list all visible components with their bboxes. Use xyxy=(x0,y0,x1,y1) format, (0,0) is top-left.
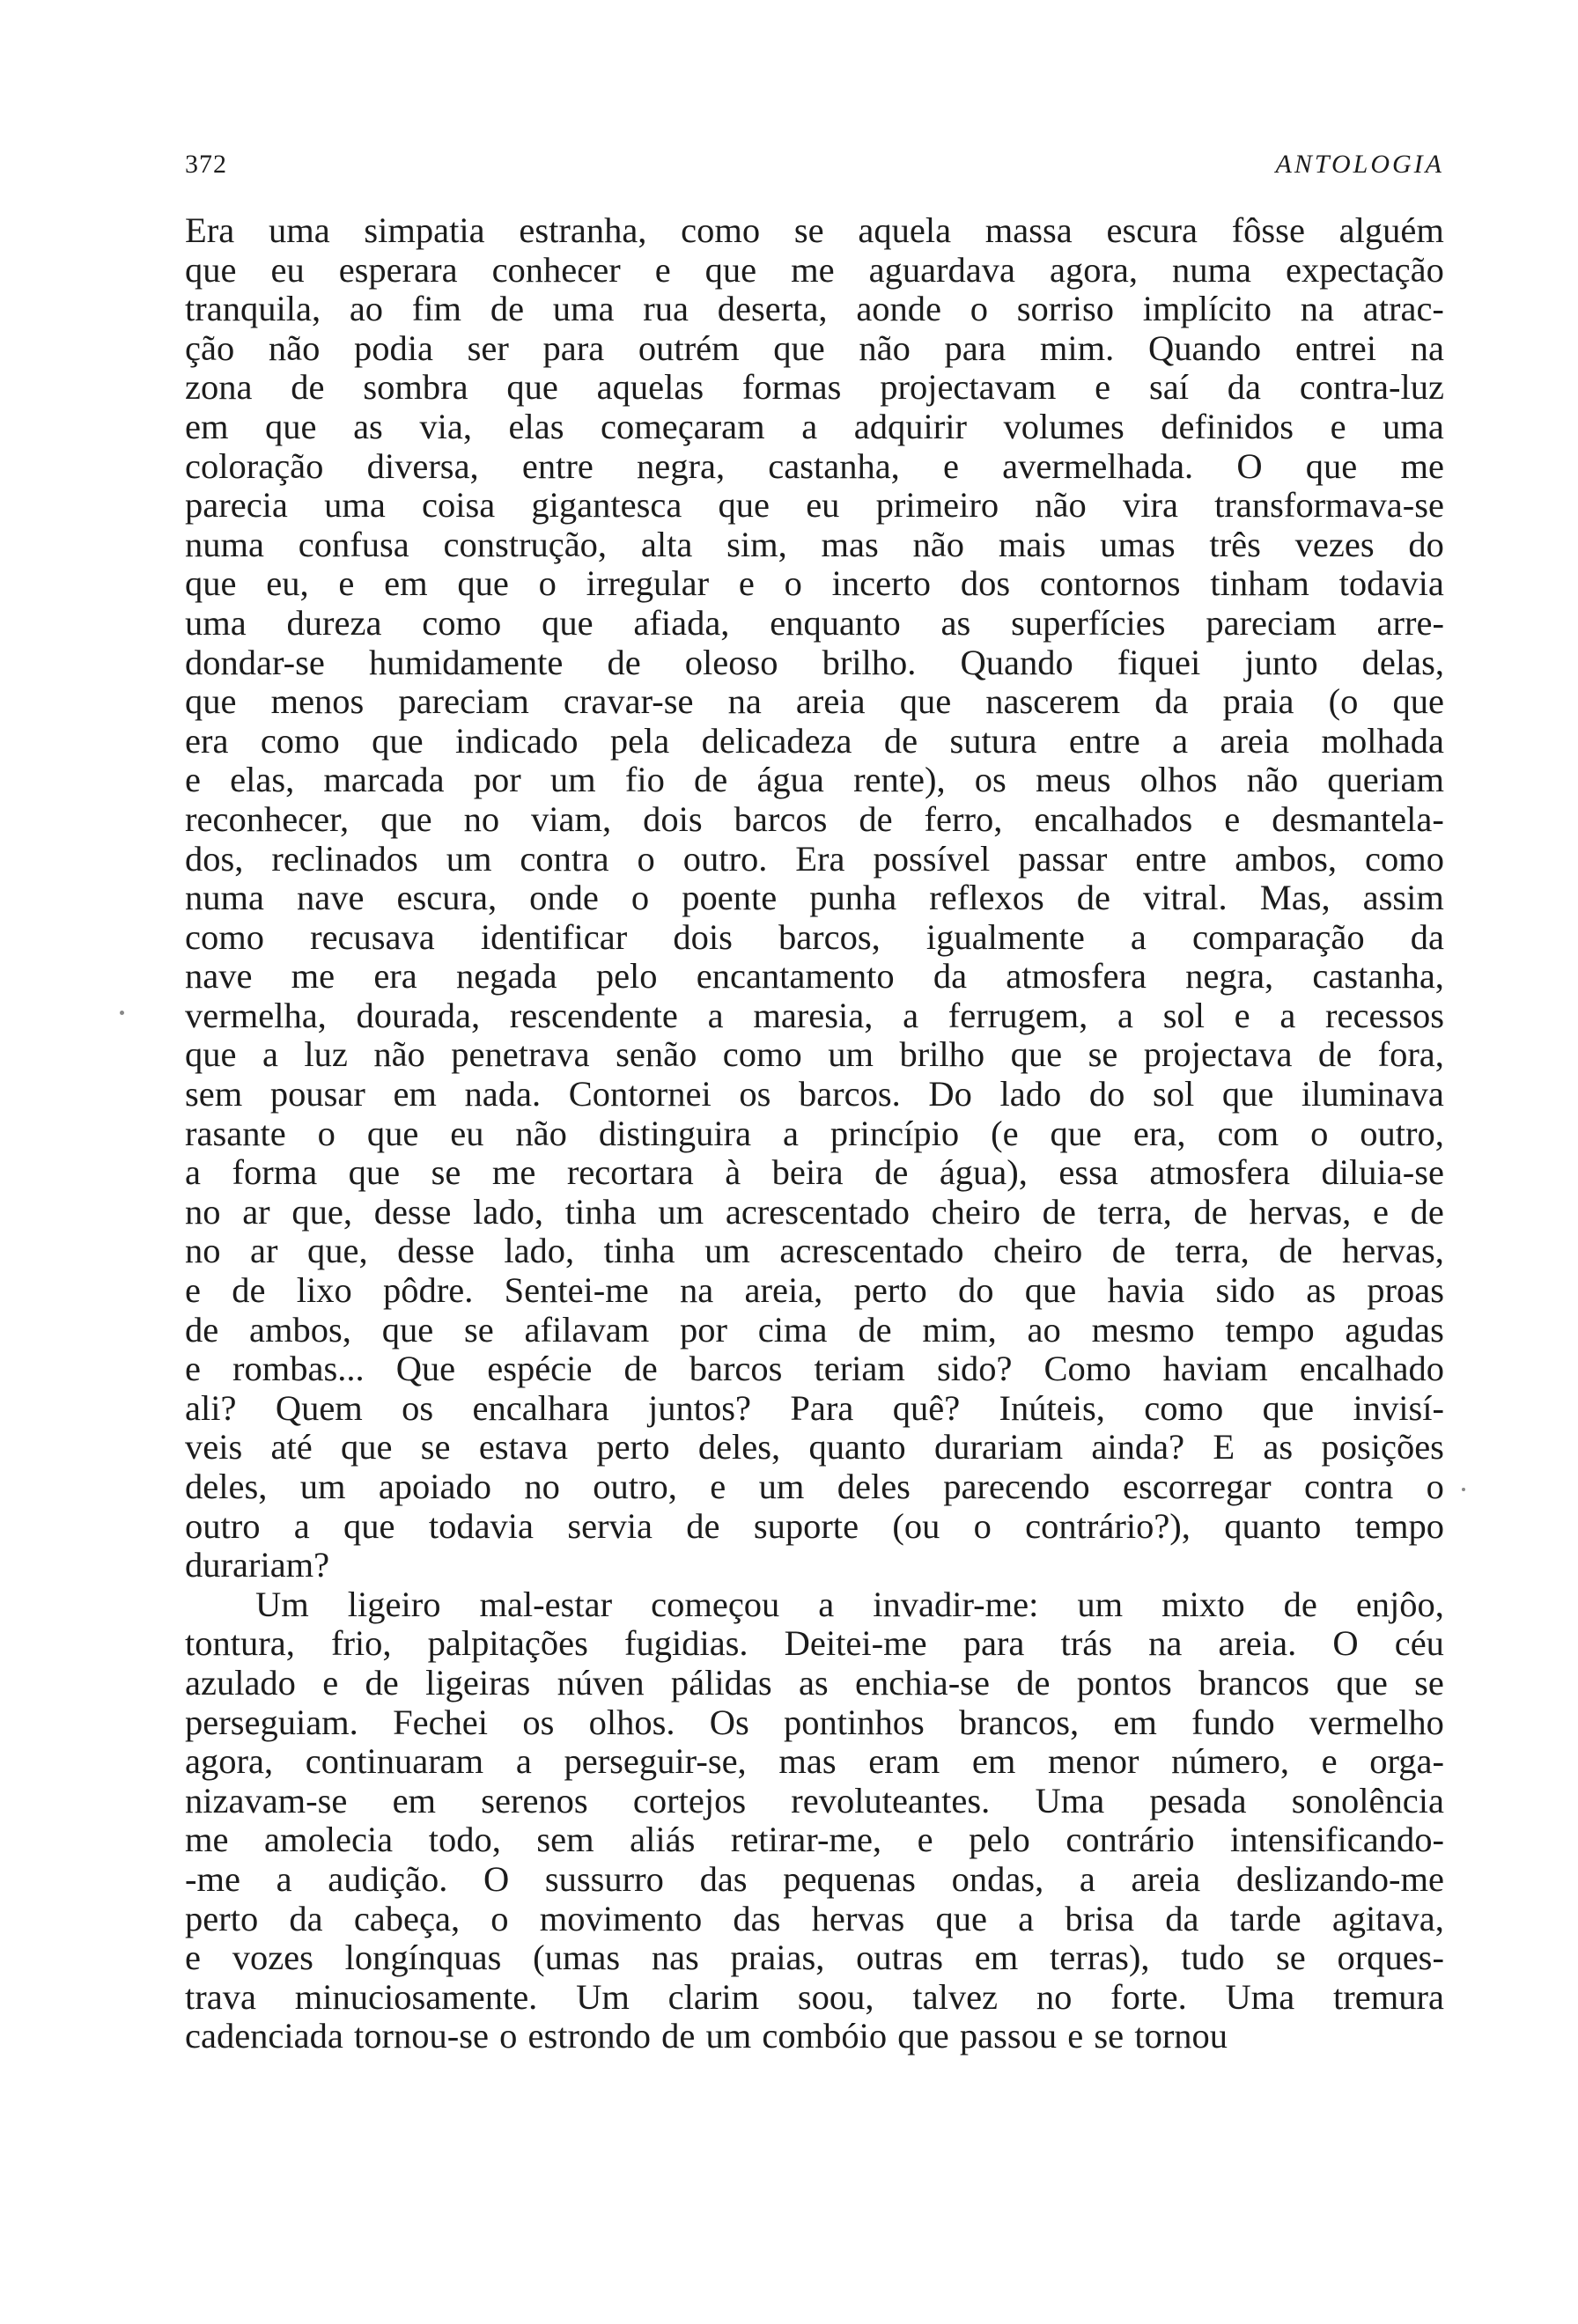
text-line: numa nave escura, onde o poente punha reflexos de vitral. Mas, assim xyxy=(185,878,1444,918)
text-line: reconhecer, que no viam, dois barcos de ferro, encalhados e desmantela- xyxy=(185,798,1444,839)
text-line: sem pousar em nada. Contornei os barcos. Do lado do sol que iluminava xyxy=(185,1074,1444,1114)
text-line: Um ligeiro mal-estar começou a invadir-me: um mixto de enjôo, xyxy=(255,1584,1444,1624)
text-line: tranquila, ao fim de uma rua deserta, aonde o sorriso implícito na atrac- xyxy=(185,289,1444,329)
text-line: e de lixo pôdre. Sentei-me na areia, perto do que havia sido as proas xyxy=(185,1270,1444,1311)
page-number: 372 xyxy=(185,150,227,179)
text-line: era como que indicado pela delicadeza de sutura entre a areia molhada xyxy=(185,720,1444,761)
text-line: nizavam-se em serenos cortejos revoluteantes. Uma pesada sonolência xyxy=(185,1780,1444,1820)
scan-speck xyxy=(120,1011,124,1015)
text-line: -me a audição. O sussurro das pequenas ondas, a areia deslizando-me xyxy=(185,1858,1444,1899)
text-line: e vozes longínquas (umas nas praias, outras em terras), tudo se orques- xyxy=(185,1938,1444,1978)
text-line: em que as via, elas começaram a adquirir volumes definidos e uma xyxy=(185,406,1444,446)
text-line: de ambos, que se afilavam por cima de mim, ao mesmo tempo agudas xyxy=(185,1309,1444,1350)
text-line: rasante o que eu não distinguira a princípio (e que era, com o outro, xyxy=(185,1113,1444,1153)
text-line: deles, um apoiado no outro, e um deles parecendo escorregar contra o xyxy=(185,1467,1444,1506)
running-head xyxy=(185,132,1444,185)
text-line: uma dureza como que afiada, enquanto as superfícies pareciam arre- xyxy=(185,602,1444,643)
text-line: que eu, e em que o irregular e o incerto dos contornos tinham todavia xyxy=(185,563,1444,604)
text-line: no ar que, desse lado, tinha um acrescentado cheiro de terra, de hervas, xyxy=(185,1231,1444,1271)
text-line: cadenciada tornou-se o estrondo de um combóio que passou e se tornou xyxy=(185,2016,1228,2056)
text-line: nave me era negada pelo encantamento da atmosfera negra, castanha, xyxy=(185,956,1444,997)
text-line: me amolecia todo, sem aliás retirar-me, e pelo contrário intensificando- xyxy=(185,1820,1444,1860)
text-line: veis até que se estava perto deles, quanto durariam ainda? E as posições xyxy=(185,1427,1444,1467)
text-line: parecia uma coisa gigantesca que eu primeiro não vira transformava-se xyxy=(185,485,1444,526)
text-line: agora, continuaram a perseguir-se, mas eram em menor número, e orga- xyxy=(185,1741,1444,1782)
text-line: perto da cabeça, o movimento das hervas que a brisa da tarde agitava, xyxy=(185,1898,1444,1938)
paragraph xyxy=(185,1585,1444,2056)
text-line: que menos pareciam cravar-se na areia que nascerem da praia (o que xyxy=(185,681,1444,722)
scan-speck xyxy=(1462,1488,1465,1491)
text-line: numa confusa construção, alta sim, mas não mais umas três vezes do xyxy=(185,524,1444,564)
text-line: dos, reclinados um contra o outro. Era possível passar entre ambos, como xyxy=(185,838,1444,879)
text-line: outro a que todavia servia de suporte (ou o contrário?), quanto tempo xyxy=(185,1505,1444,1546)
text-line: e rombas... Que espécie de barcos teriam sido? Como haviam encalhado xyxy=(185,1349,1444,1389)
book-title: ANTOLOGIA xyxy=(1275,150,1444,179)
text-line: ali? Quem os encalhara juntos? Para quê? Inúteis, como que invisí- xyxy=(185,1387,1444,1428)
text-line: e elas, marcada por um fio de água rente), os meus olhos não queriam xyxy=(185,760,1444,800)
text-line: azulado e de ligeiras núven pálidas as enchia-se de pontos brancos que se xyxy=(185,1662,1444,1703)
body-text xyxy=(185,211,1444,2056)
book-page xyxy=(185,132,1444,2056)
text-line: trava minuciosamente. Um clarim soou, talvez no forte. Uma tremura xyxy=(185,1976,1444,2017)
text-line: coloração diversa, entre negra, castanha, e avermelhada. O que me xyxy=(185,445,1444,486)
text-line: dondar-se humidamente de oleoso brilho. Quando fiquei junto delas, xyxy=(185,642,1444,682)
text-line: a forma que se me recortara à beira de água), essa atmosfera diluia-se xyxy=(185,1152,1444,1193)
text-line: que a luz não penetrava senão como um brilho que se projectava de fora, xyxy=(185,1034,1444,1075)
text-line: no ar que, desse lado, tinha um acrescentado cheiro de terra, de hervas, e de xyxy=(185,1191,1444,1232)
text-line: Era uma simpatia estranha, como se aquela massa escura fôsse alguém xyxy=(185,210,1444,250)
text-line: como recusava identificar dois barcos, igualmente a comparação da xyxy=(185,916,1444,957)
text-line: tontura, frio, palpitações fugidias. Deitei-me para trás na areia. O céu xyxy=(185,1623,1444,1664)
text-line: ção não podia ser para outrém que não para mim. Quando entrei na xyxy=(185,327,1444,368)
text-line: vermelha, dourada, rescendente a maresia, a ferrugem, a sol e a recessos xyxy=(185,995,1444,1035)
text-line: durariam? xyxy=(185,1545,330,1585)
text-line: zona de sombra que aquelas formas projectavam e saí da contra-luz xyxy=(185,367,1444,408)
paragraph xyxy=(185,211,1444,1585)
text-line: que eu esperara conhecer e que me aguardava agora, numa expectação xyxy=(185,249,1444,290)
text-line: perseguiam. Fechei os olhos. Os pontinhos brancos, em fundo vermelho xyxy=(185,1702,1444,1742)
